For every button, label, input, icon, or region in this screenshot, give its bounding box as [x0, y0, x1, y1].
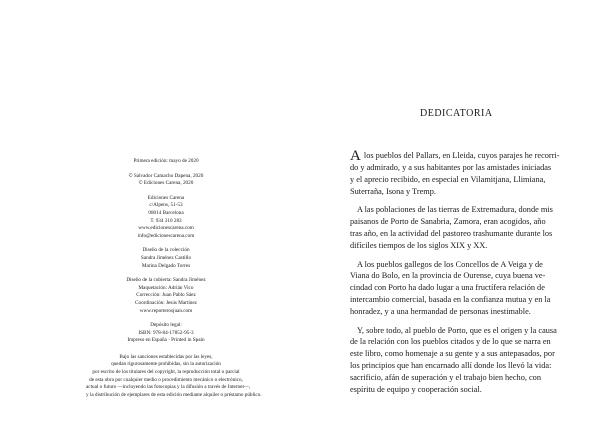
dedication-line: tras año, en la actividad del pastoreo trashumante durante los [350, 228, 553, 238]
copyright-block [86, 158, 262, 399]
copyright-group [86, 322, 246, 345]
legal-notice-line: Bajo las sanciones establecidas por las leyes, [119, 353, 213, 360]
dedication-paragraph [350, 150, 588, 197]
copyright-group [86, 158, 246, 166]
legal-notice-line: quedan rigurosamente prohibidas, sin la autorización [111, 361, 221, 368]
dedication-line: espíritu de equipo y cooperación social. [350, 384, 482, 394]
dedication-line: Suterraña, Isona y Tremp. [350, 186, 436, 196]
dedication-line: cindad con Porto ha dado lugar a una fructífera relación de [350, 283, 545, 293]
dedication-line: de la relación con los pueblos citados y de lo que se narra en [350, 337, 551, 347]
copyright-line: Corrección: Juan Pablo Sáez [136, 292, 196, 299]
copyright-line: Marina Delgado Torres [141, 262, 191, 269]
copyright-group [86, 247, 246, 270]
dedication-line: A los pueblos gallegos de los Concellos de A Veiga y de [357, 259, 543, 269]
copyright-line: Primera edición: mayo de 2020 [133, 158, 199, 164]
dedication-title: DEDICATORIA [420, 108, 493, 119]
dedication-line: do y admirado, y a sus habitantes por las amistades iniciadas [350, 163, 552, 172]
copyright-line: Maquetación: Adrián Vico [138, 284, 194, 291]
dedication-line: Viana do Bolo, en la provincia de Ourense, cuya buena ve- [350, 271, 546, 281]
copyright-line: www.reporterosjuan.com [139, 307, 193, 314]
dedication-paragraph [350, 325, 588, 396]
dedication-line: y el aprecio recibido, en especial en Vilamitjana, Llimiana, [350, 174, 546, 184]
copyright-line: Coordinación: Jesús Martínez [135, 299, 197, 306]
copyright-line: www.edicionescarena.com [138, 225, 194, 232]
copyright-group [86, 173, 246, 188]
dedication-line: este libro, como homenaje a su gente y a sus antepasados, por [350, 349, 555, 359]
dedication-line: A las poblaciones de las tierras de Extremadura, donde mis [357, 205, 553, 215]
copyright-line: Diseño de la cubierta: Sandra Jiménez [126, 277, 206, 284]
copyright-line: Ediciones Carena [147, 194, 185, 201]
copyright-line: info@edicionescarena.com [137, 232, 195, 239]
dedication-line: los principios que han encarnado allí donde los llevó la vida: [350, 360, 552, 370]
copyright-group [86, 277, 246, 315]
legal-notice-line: y la distribución de ejemplares de esta edición mediante alquiler o préstamo público. [86, 391, 262, 398]
dedication-paragraph [350, 204, 588, 251]
dedication-line [350, 150, 588, 162]
copyright-line: Diseño de la colección [142, 247, 190, 254]
dedication-line: honradez, y a una hermandad de personas inestimable. [350, 306, 531, 316]
copyright-line: 08014 Barcelona [148, 209, 184, 216]
dedication-line: intercambio comercial, basada en la confianza mutua y en la [350, 294, 551, 304]
copyright-line: Depósito legal: [150, 322, 182, 329]
dedication-body [350, 150, 588, 402]
copyright-line: © Ediciones Carena, 2020 [138, 180, 194, 187]
legal-notice-line: de esta obra por cualquier medio o procedimiento mecánico o electrónico, [89, 376, 243, 383]
legal-notice [86, 353, 262, 400]
legal-notice-line: actual o futuro —incluyendo las fotocopias y la difusión a través de Internet—, [86, 384, 251, 391]
copyright-line: Impreso en España · Printed in Spain [127, 337, 205, 344]
copyright-line: T. 934 310 283 [150, 217, 182, 224]
right-page [300, 0, 600, 425]
copyright-line: ISBN: 978-84-17852-95-3 [138, 329, 194, 336]
copyright-group [86, 195, 246, 241]
dedication-line-text: los pueblos del Pallars, en Lleida, cuyos parajes he recorri- [361, 151, 560, 160]
dedication-line: sacrificio, afán de superación y el trabajo bien hecho, con [350, 372, 541, 382]
copyright-line: Sandra Jiménez Castillo [140, 254, 192, 261]
copyright-line: c/Alpens, 51-53 [149, 202, 183, 209]
copyright-line: © Salvador Camacho Dapena, 2020 [128, 172, 204, 179]
dedication-line: difíciles tiempos de los siglos XIX y XX. [350, 240, 488, 250]
dedication-line: paisanos de Porto de Sanabria, Zamora, eran acogidos, año [350, 217, 546, 227]
dedication-line: Y, sobre todo, al pueblo de Porto, que es el origen y la causa [357, 325, 557, 335]
legal-notice-line: por escrito de los titulares del copyright, la reproducción total o parcial [92, 369, 240, 376]
drop-cap: A [350, 148, 361, 164]
dedication-paragraph [350, 259, 588, 318]
